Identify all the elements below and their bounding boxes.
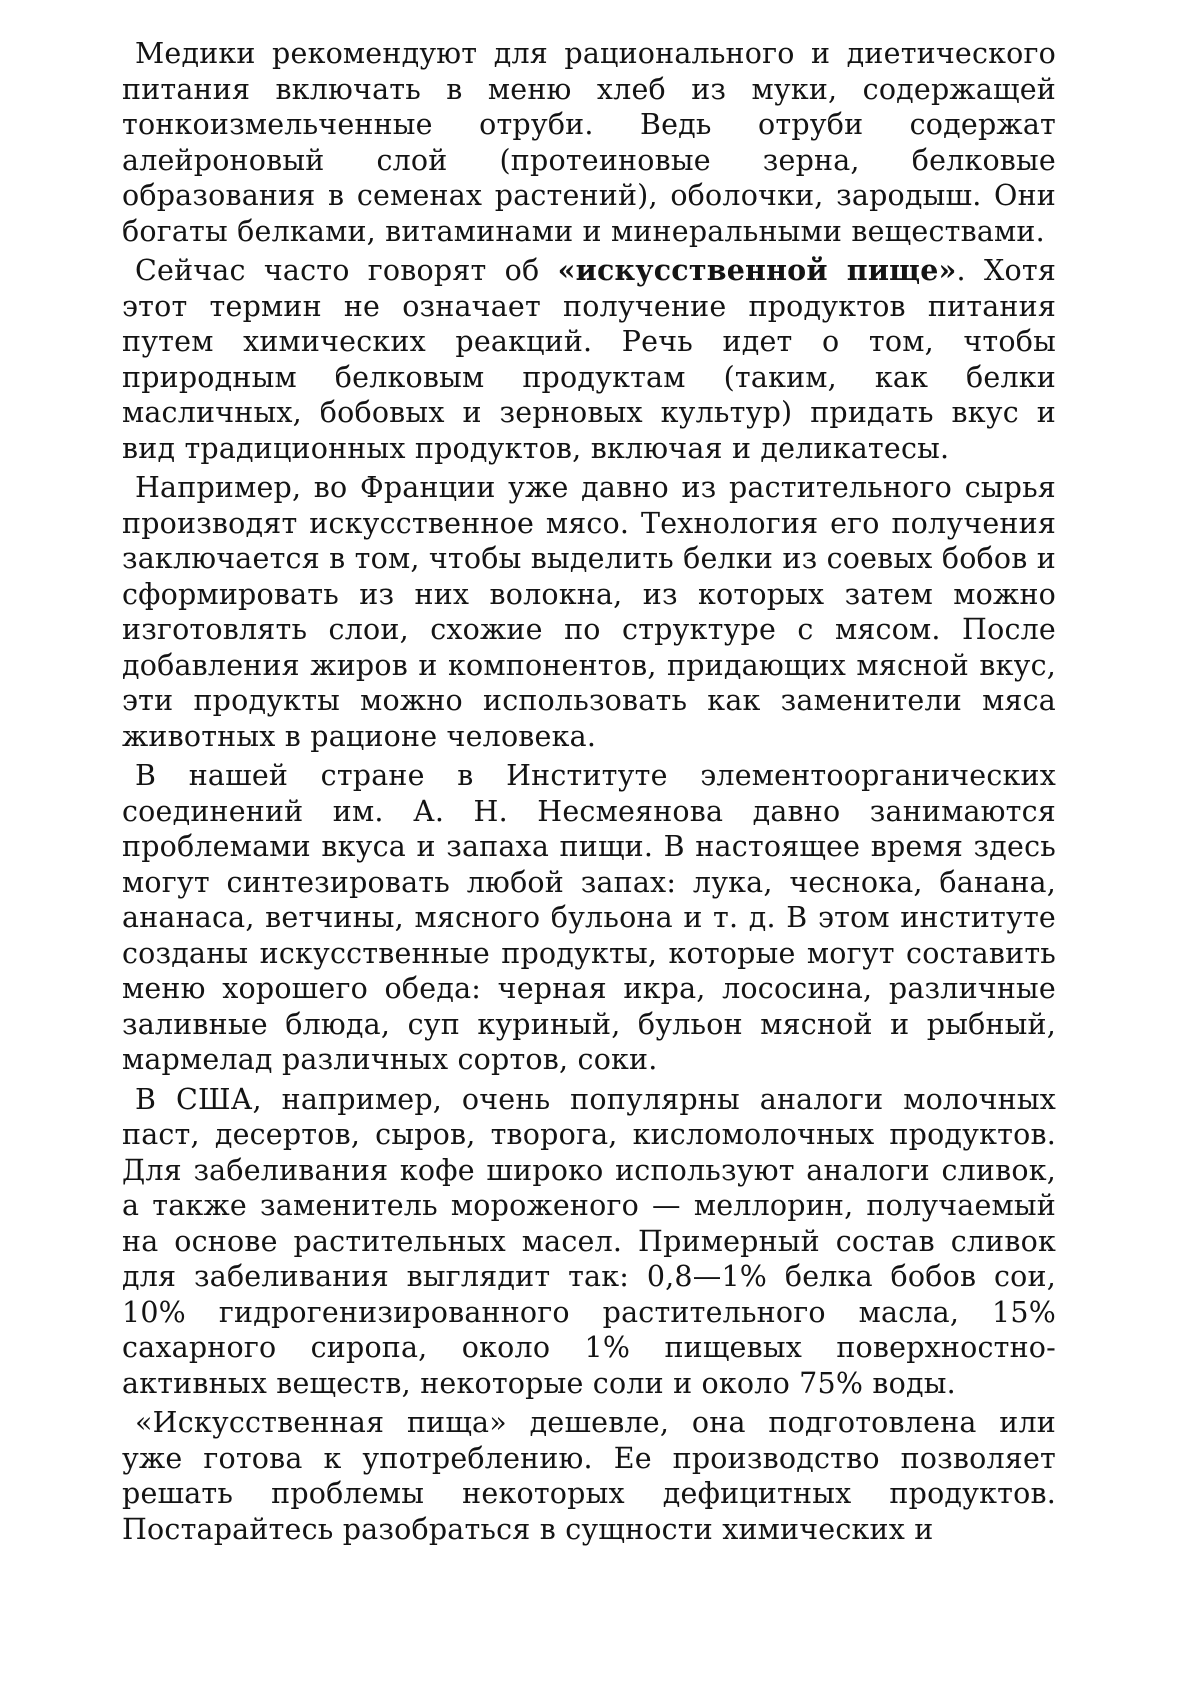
paragraph-france: Например, во Франции уже давно из растительного сырья производят искусственное мясо. Технология его получения заключается в том, чтобы выделить белки из соевых бобов и сформировать из них волокна, из которых затем можно изготовлять слои, схожие по структуре с мясом. После добавления жиров и компонентов, придающих мясной вкус, эти продукты можно использовать как заменители мяса животных в рационе человека. — [122, 471, 1056, 753]
paragraph-bran: Медики рекомендуют для рационального и диетического питания включать в меню хлеб из муки, содержащей тонкоизмельченные отруби. Ведь отруби содержат алейроновый слой (протеиновые зерна, белковые образования в семенах растений), оболочки, зародыш. Они богаты белками, витаминами и минеральными веществами. — [122, 37, 1056, 248]
paragraph-artificial-food-lead: Сейчас часто говорят об — [135, 254, 558, 287]
term-artificial-food: «искусственной пище» — [557, 253, 957, 287]
paragraph-usa: В США, например, очень популярны аналоги молочных паст, десертов, сыров, творога, кисломолочных продуктов. Для забеливания кофе широко используют аналоги сливок, а также заменитель мороженого — меллорин, получаемый на основе растительных масел. Примерный состав сливок для забеливания выглядит так: 0,8—1% белка бобов сои, 10% гидрогенизированного растительного масла, 15% сахарного сиропа, около 1% пищевых поверхностно-активных веществ, некоторые соли и около 75% воды. — [122, 1082, 1056, 1400]
paragraph-institute: В нашей стране в Институте элементоорганических соединений им. А. Н. Несмеянова давно занимаются проблемами вкуса и запаха пищи. В настоящее время здесь могут синтезировать любой запах: лука, чеснока, банана, ананаса, ветчины, мясного бульона и т. д. В этом институте созданы искусственные продукты, которые могут составить меню хорошего обеда: черная икра, лососина, различные заливные блюда, суп куриный, бульон мясной и рыбный, мармелад различных сортов, соки. — [122, 759, 1056, 1076]
paragraph-artificial-food-rest: . Хотя этот термин не означает получение продуктов питания путем химических реакций. Речь идет о том, чтобы природным белковым продуктам (таким, как белки масличных, бобовых и зерновых культур) придать вкус и вид традиционных продуктов, включая и деликатесы. — [122, 254, 1056, 465]
paragraph-conclusion: «Искусственная пища» дешевле, она подготовлена или уже готова к употреблению. Ее производство позволяет решать проблемы некоторых дефицитных продуктов. Постарайтесь разобраться в сущности химических и — [122, 1406, 1056, 1546]
paragraph-artificial-food — [122, 253, 1056, 466]
